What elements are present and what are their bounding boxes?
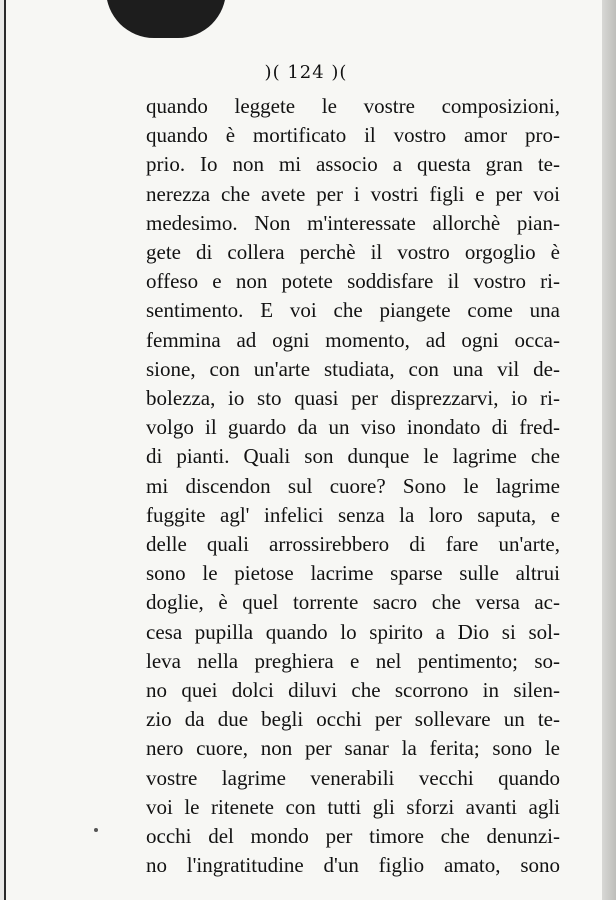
page-number: )( 124 )( [264, 62, 348, 83]
text-line: quando leggete le vostre composizioni, [146, 94, 560, 118]
body-text [146, 92, 560, 880]
text-line: cesa pupilla quando lo spirito a Dio si sol- [146, 619, 560, 644]
text-line: offeso e non potete soddisfare il vostro ri- [146, 269, 560, 294]
text-line: doglie, è quel torrente sacro che versa ac- [146, 590, 560, 615]
book-page [4, 0, 604, 900]
text-line: nero cuore, non per sanar la ferita; sono le [146, 736, 560, 761]
text-line: no l'ingratitudine d'un figlio amato, sono [146, 853, 560, 878]
text-line: delle quali arrossirebbero di fare un'arte, [146, 532, 560, 557]
text-line: occhi del mondo per timore che denunzi- [146, 824, 560, 849]
text-line: fuggite agl' infelici senza la loro saputa, e [146, 502, 560, 527]
text-line: sono le pietose lacrime sparse sulle altrui [146, 561, 560, 586]
text-line: mi discendon sul cuore? Sono le lagrime [146, 473, 560, 498]
text-line: quando è mortificato il vostro amor pro- [146, 123, 560, 148]
text-line: sentimento. E voi che piangete come una [146, 298, 560, 323]
text-line: di pianti. Quali son dunque le lagrime che [146, 444, 560, 469]
text-line: sione, con un'arte studiata, con una vil de- [146, 356, 560, 381]
scan-dust-mark [94, 828, 98, 832]
text-line: volgo il guardo da un viso inondato di fred- [146, 415, 560, 440]
text-line: gete di collera perchè il vostro orgoglio è [146, 240, 560, 265]
text-line: nerezza che avete per i vostri figli e per voi [146, 181, 560, 206]
text-line: femmina ad ogni momento, ad ogni occa- [146, 327, 560, 352]
text-line: voi le ritenete con tutti gli sforzi avanti agli [146, 794, 560, 819]
text-line: bolezza, io sto quasi per disprezzarvi, io ri- [146, 386, 560, 411]
text-line: zio da due begli occhi per sollevare un te- [146, 707, 560, 732]
text-line: prio. Io non mi associo a questa gran te- [146, 152, 560, 177]
page-edge [602, 0, 616, 900]
text-line: no quei dolci diluvi che scorrono in silen- [146, 678, 560, 703]
scan-shadow [106, 0, 226, 38]
text-line: leva nella preghiera e nel pentimento; so- [146, 648, 560, 673]
text-line: vostre lagrime venerabili vecchi quando [146, 765, 560, 790]
text-line: medesimo. Non m'interessate allorchè pian- [146, 210, 560, 235]
